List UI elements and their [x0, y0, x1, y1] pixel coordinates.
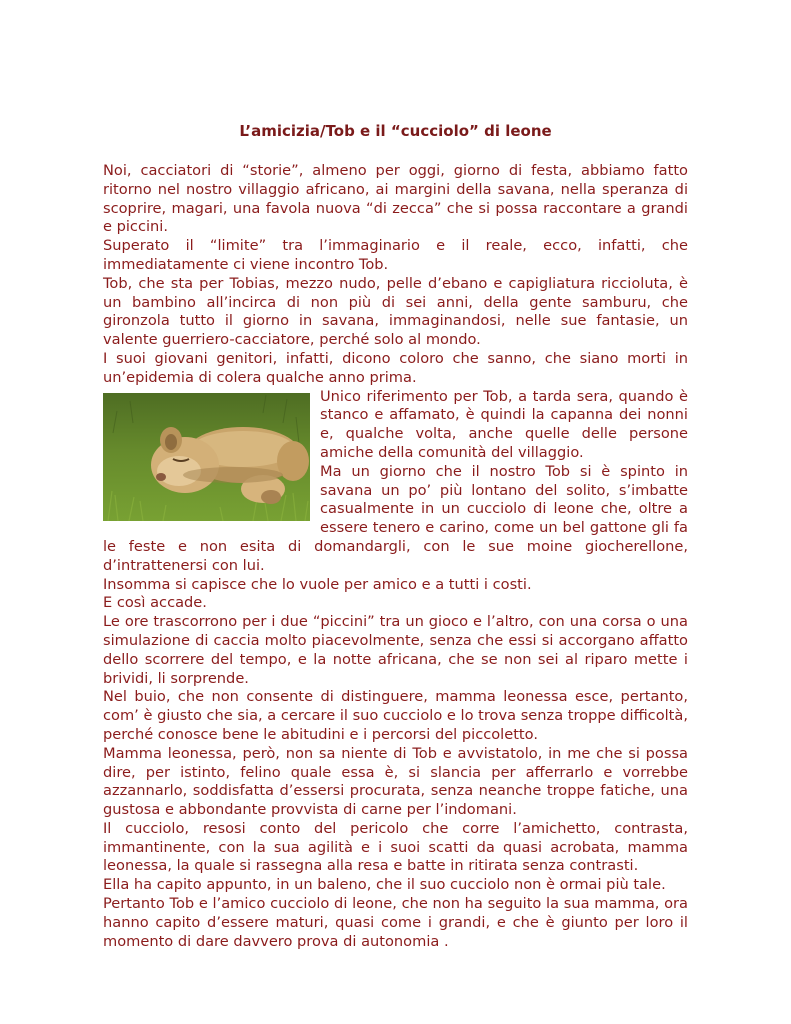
paragraph-1: Noi, cacciatori di “storie”, almeno per oggi, giorno di festa, abbiamo fatto ritorno nel nostro villaggio africano, ai margini della savana, nella speranza di scoprire, magari, una favola nuova “di zecca” che si possa raccontare a grandi e piccini.: [103, 162, 688, 236]
sleeping-lion-cub-image: [103, 393, 310, 521]
paragraph-8: E così accade.: [103, 594, 207, 612]
paragraph-11: Mamma leonessa, però, non sa niente di Tob e avvistatolo, in me che si possa dire, per istinto, felino quale essa è, si slancia per afferrarlo e vorrebbe azzannarlo, soddisfatta d’essersi procurata, senza neanche troppe fatiche, una gustosa e abbondante provvista di carne per l’indomani.: [103, 744, 688, 819]
paragraph-9: Le ore trascorrono per i due “piccini” tra un gioco e l’altro, con una corsa o una simulazione di caccia molto piacevolmente, senza che essi si accorgano affatto dello scorrere del tempo, e la notte africana, che se non sei al riparo mette i brividi, li sorprende.: [103, 613, 688, 687]
document-title: L’amicizia/Tob e il “cucciolo” di leone: [239, 122, 552, 140]
paragraph-14: Pertanto Tob e l’amico cucciolo di leone, che non ha seguito la sua mamma, ora hanno capito d’essere maturi, quasi come i grandi, e che è giunto per loro il momento di dare davvero prova di autonomia .: [103, 895, 688, 950]
lion-cub-photo: [103, 393, 310, 521]
paragraph-4: I suoi giovani genitori, infatti, dicono coloro che sanno, che siano morti in un’epidemia di colera qualche anno prima.: [103, 349, 688, 386]
paragraph-12: Il cucciolo, resosi conto del pericolo che corre l’amichetto, contrasta, immantinente, con la sua agilità e i suoi scatti da quasi acrobata, mamma leonessa, la quale si rassegna alla resa e batte in ritirata senza contrasti.: [103, 819, 688, 875]
paragraph-10: Nel buio, che non consente di distinguere, mamma leonessa esce, pertanto, com’ è giusto che sia, a cercare il suo cucciolo e lo trova senza troppe difficoltà, perché conosce bene le abitudini e i percorsi del piccoletto.: [103, 688, 688, 743]
paragraph-13: Ella ha capito appunto, in un baleno, che il suo cucciolo non è ormai più tale.: [103, 876, 666, 894]
paragraph-6: Ma un giorno che il nostro Tob si è spinto in savana un po’ più lontano del solito, s’imbatte casualmente in un cucciolo di leone che, oltre a essere tenero e carino, come un bel gattone gli fa le feste e non esita di domandargli, con le sue moine giocherellone, d’intrattenersi con lui.: [103, 462, 688, 574]
paragraph-7: Insomma si capisce che lo vuole per amico e a tutti i costi.: [103, 575, 532, 593]
document-page: [103, 120, 688, 951]
paragraph-5: Unico riferimento per Tob, a tarda sera, quando è stanco e affamato, è quindi la capanna dei nonni e, qualche volta, anche quelle delle persone amiche della comunità del villaggio.: [320, 387, 688, 461]
paragraph-3: Tob, che sta per Tobias, mezzo nudo, pelle d’ebano e capigliatura ricciolutа, è un bambino all’incirca di non più di sei anni, della gente samburu, che gironzola tutto il giorno in savana, immaginandosi, nelle sue fantasie, un valente guerriero-cacciatore, perché solo al mondo.: [103, 274, 688, 349]
document-body: [103, 162, 688, 951]
paragraph-2: Superato il “limite” tra l’immaginario e il reale, ecco, infatti, che immediatamente ci viene incontro Tob.: [103, 237, 688, 273]
